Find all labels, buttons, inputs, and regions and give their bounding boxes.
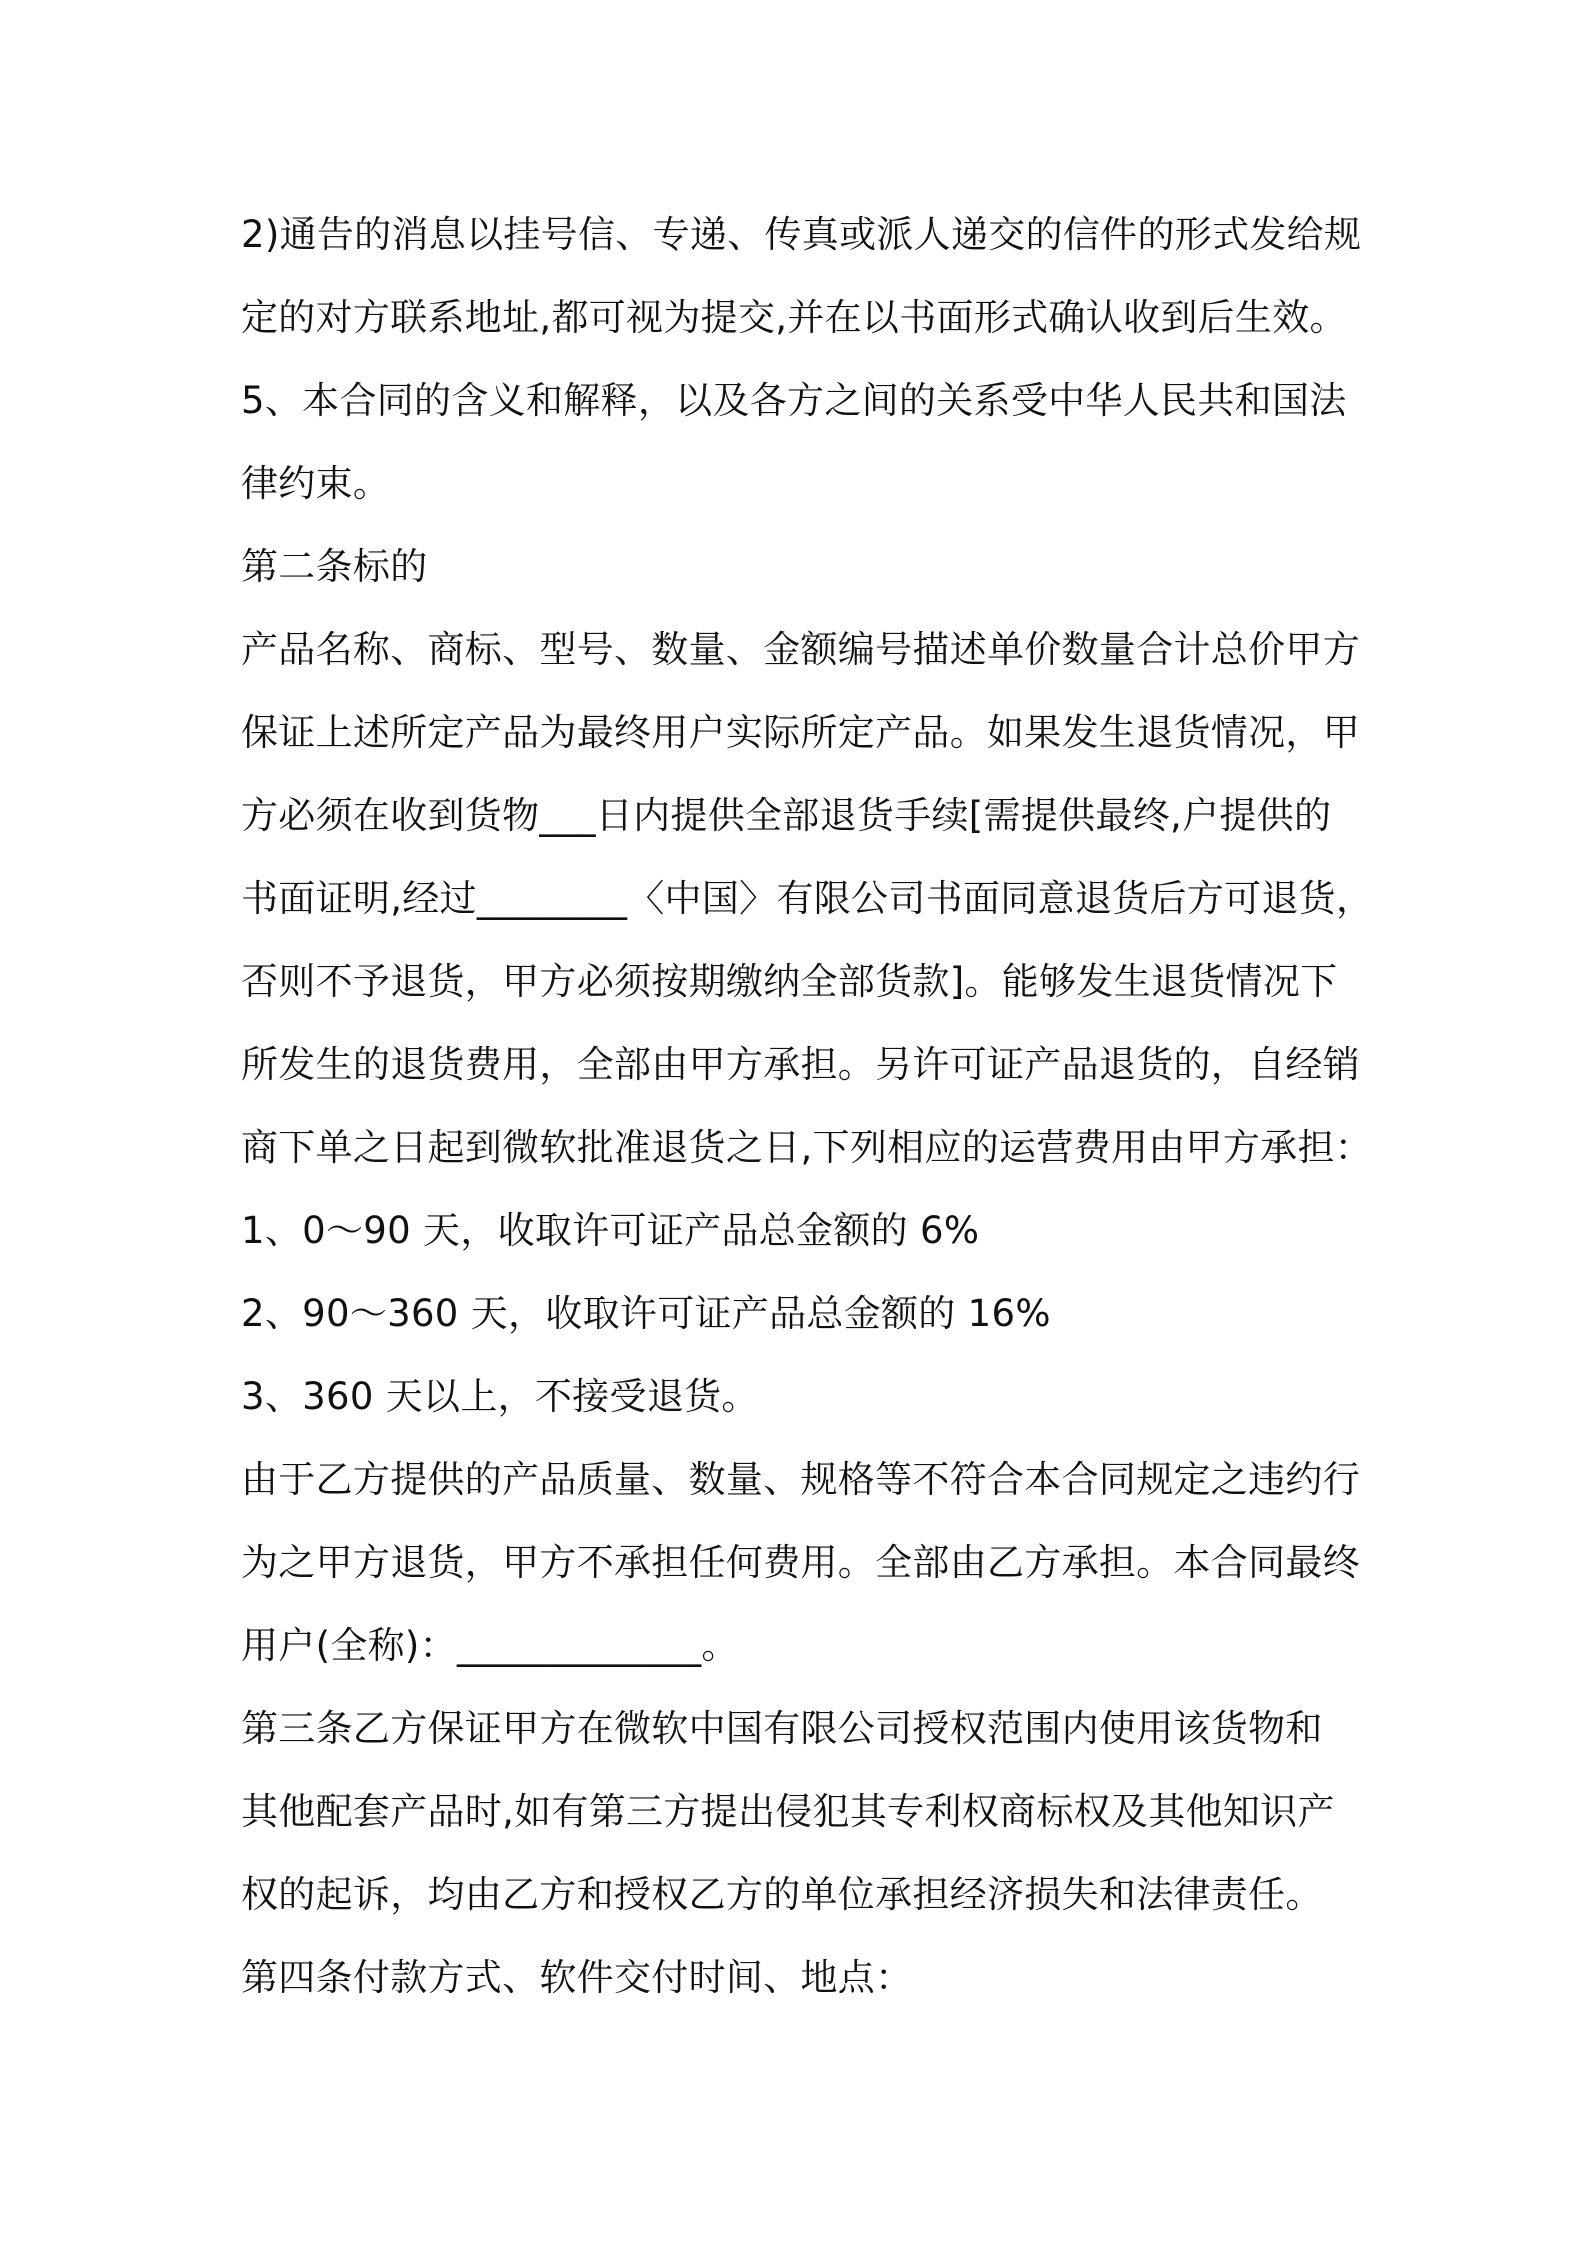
text-line-return-6: 商下单之日起到微软批准退货之日,下列相应的运营费用由甲方承担： [241,1126,1373,1169]
text-line-notice-effective: 定的对方联系地址,都可视为提交,并在以书面形式确认收到后生效。 [241,296,1347,339]
section-heading-article-2: 第二条标的 [241,545,428,588]
text-line-end-user: 用户(全称)：_____________。 [241,1624,739,1667]
text-line-product-fields: 产品名称、商标、型号、数量、金额编号描述单价数量合计总价甲方 [241,628,1360,671]
text-line-return-5: 所发生的退货费用，全部由甲方承担。另许可证产品退货的，自经销 [241,1043,1360,1086]
text-line-return-1: 保证上述所定产品为最终用户实际所定产品。如果发生退货情况，甲 [241,711,1360,754]
text-line-defect-return-2: 为之甲方退货，甲方不承担任何费用。全部由乙方承担。本合同最终 [241,1541,1360,1584]
section-heading-article-4: 第四条付款方式、软件交付时间、地点： [241,1956,913,1999]
section-heading-article-3: 第三条乙方保证甲方在微软中国有限公司授权范围内使用该货物和 [241,1707,1323,1750]
text-line-governing-law-cont: 律约束。 [241,462,391,505]
text-line-ip-2: 权的起诉，均由乙方和授权乙方的单位承担经济损失和法律责任。 [241,1873,1323,1916]
text-line-return-2: 方必须在收到货物___日内提供全部退货手续[需提供最终,户提供的 [241,794,1332,837]
text-line-return-3: 书面证明,经过________〈中国〉有限公司书面同意退货后方可退货， [241,877,1374,920]
text-line-governing-law: 5、本合同的含义和解释，以及各方之间的关系受中华人民共和国法 [241,379,1347,422]
list-item-fee-1: 1、0～90 天，收取许可证产品总金额的 6% [241,1209,980,1252]
text-line-ip-1: 其他配套产品时,如有第三方提出侵犯其专利权商标权及其他知识产 [241,1790,1335,1833]
list-item-fee-3: 3、360 天以上，不接受退货。 [241,1375,759,1418]
text-line-defect-return-1: 由于乙方提供的产品质量、数量、规格等不符合本合同规定之违约行 [241,1458,1360,1501]
text-line-notice-method: 2)通告的消息以挂号信、专递、传真或派人递交的信件的形式发给规 [241,213,1362,256]
document-body [241,205,1374,2031]
list-item-fee-2: 2、90～360 天，收取许可证产品总金额的 16% [241,1292,1051,1335]
text-line-return-4: 否则不予退货，甲方必须按期缴纳全部货款]。能够发生退货情况下 [241,960,1338,1003]
